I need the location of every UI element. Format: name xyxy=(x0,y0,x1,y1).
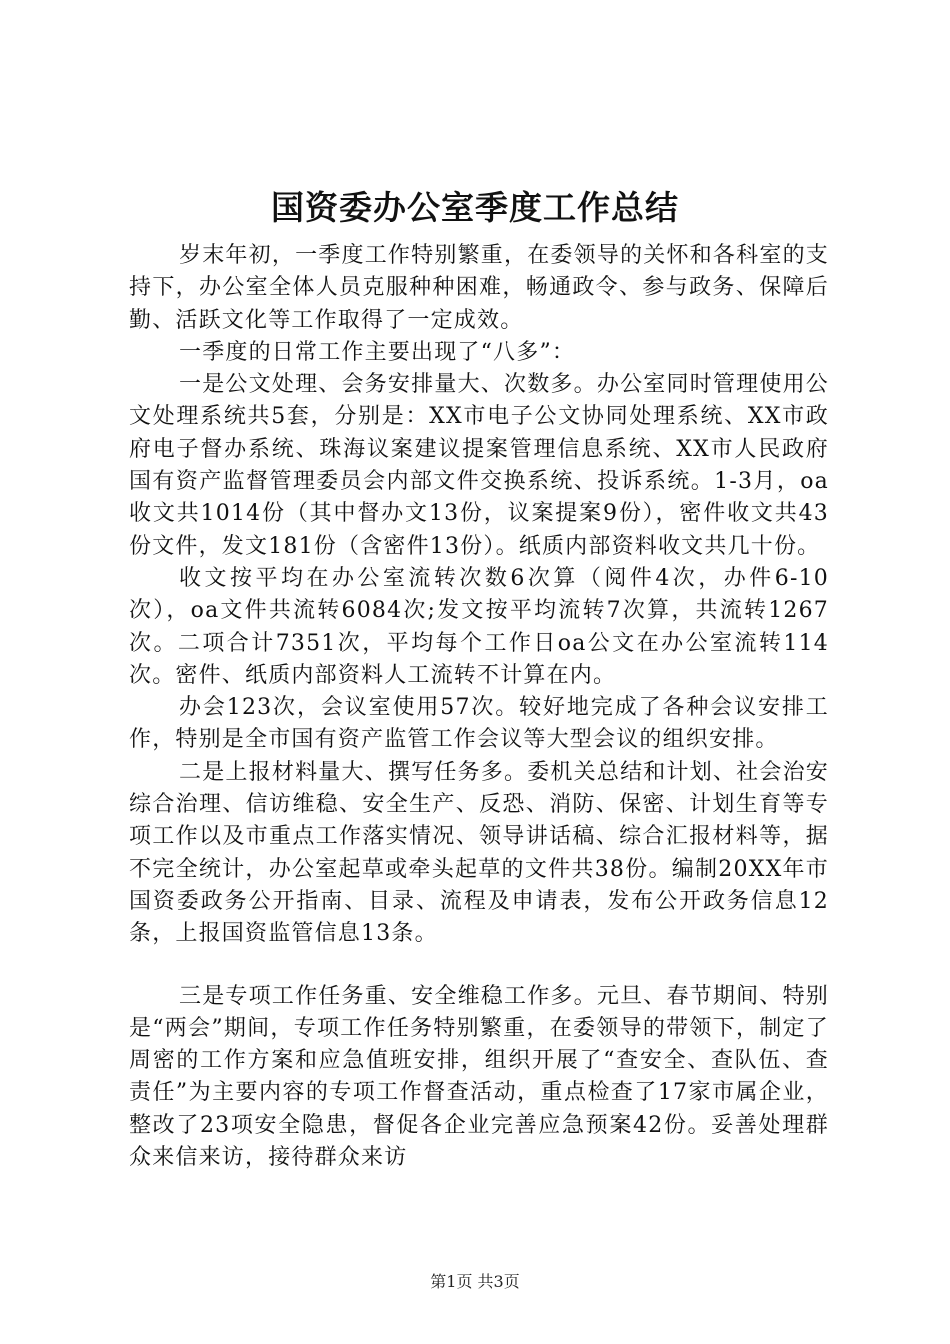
paragraph-document-flow: 收文按平均在办公室流转次数6次算（阅件4次，办件6-10次），oa文件共流转6084次;发文按平均流转7次算，共流转1267次。二项合计7351次，平均每个工作日oa公文在办公室流转114次。密件、纸质内部资料人工流转不计算在内。 xyxy=(129,565,829,688)
document-title: 国资委办公室季度工作总结 xyxy=(271,188,679,227)
paragraph-item-2: 二是上报材料量大、撰写任务多。委机关总结和计划、社会治安综合治理、信访维稳、安全生产、反恐、消防、保密、计划生育等专项工作以及市重点工作落实情况、领导讲话稿、综合汇报材料等，据不完全统计，办公室起草或牵头起草的文件共38份。编制20XX年市国资委政务公开指南、目录、流程及申请表，发布公开政务信息12条，上报国资监管信息13条。 xyxy=(129,759,829,947)
paragraph-intro: 岁末年初，一季度工作特别繁重，在委领导的关怀和各科室的支持下，办公室全体人员克服种种困难，畅通政令、参与政务、保障后勤、活跃文化等工作取得了一定成效。 xyxy=(129,243,829,333)
paragraph-summary-lead: 一季度的日常工作主要出现了“八多”： xyxy=(179,339,576,365)
paragraph-meetings: 办会123次，会议室使用57次。较好地完成了各种会议安排工作，特别是全市国有资产监管工作会议等大型会议的组织安排。 xyxy=(129,695,829,753)
page-number-footer: 第1页 共3页 xyxy=(430,1272,520,1291)
paragraph-item-1: 一是公文处理、会务安排量大、次数多。办公室同时管理使用公文处理系统共5套，分别是：XX市电子公文协同处理系统、XX市政府电子督办系统、珠海议案建议提案管理信息系统、XX市人民政府国有资产监督管理委员会内部文件交换系统、投诉系统。1-3月，oa收文共1014份（其中督办文13份，议案提案9份），密件收文共43份文件，发文181份（含密件13份）。纸质内部资料收文共几十份。 xyxy=(129,372,829,559)
paragraph-spacer xyxy=(129,951,829,981)
document-body xyxy=(129,240,829,1174)
paragraph-item-3: 三是专项工作任务重、安全维稳工作多。元旦、春节期间、特别是“两会”期间，专项工作任务特别繁重，在委领导的带领下，制定了周密的工作方案和应急值班安排，组织开展了“查安全、查队伍、查责任”为主要内容的专项工作督查活动，重点检查了17家市属企业，整改了23项安全隐患，督促各企业完善应急预案42份。妥善处理群众来信来访，接待群众来访 xyxy=(129,983,829,1171)
